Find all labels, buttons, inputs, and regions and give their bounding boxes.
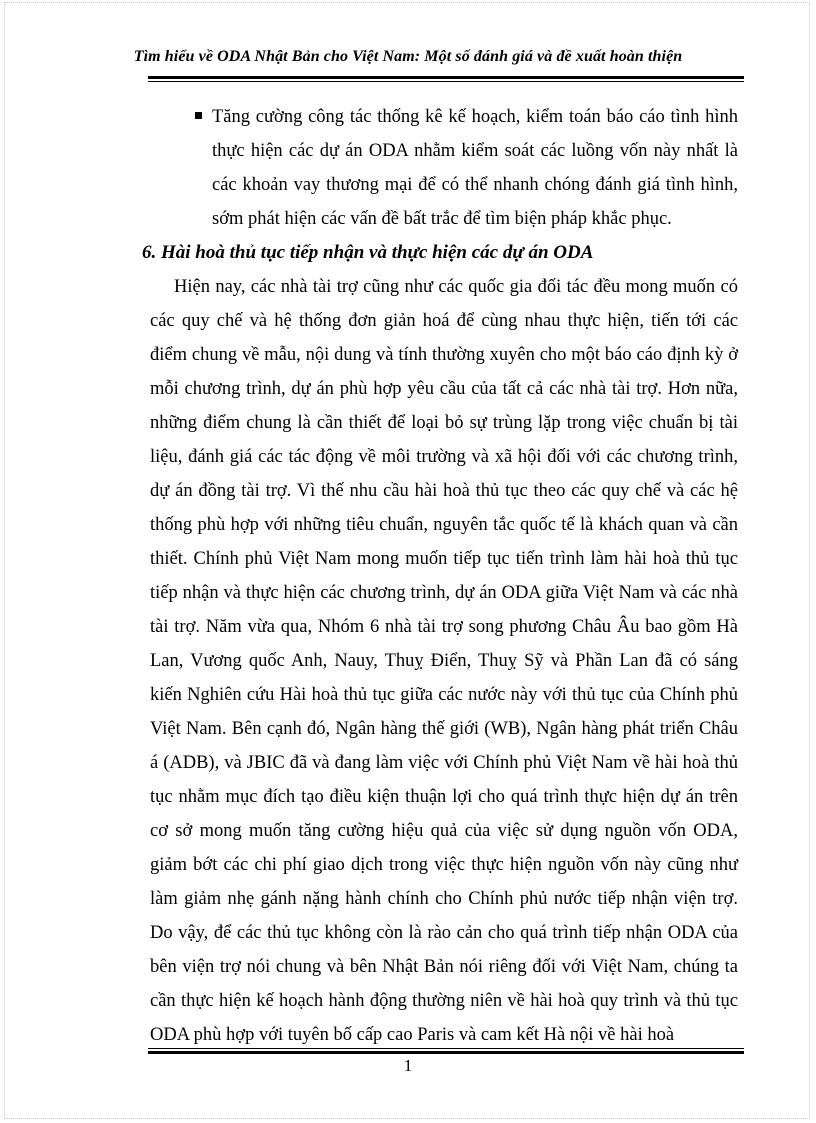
- page-number: 1: [403, 1056, 413, 1075]
- bullet-text: Tăng cường công tác thống kê kế hoạch, kiểm toán báo cáo tình hình thực hiện các dự án ODA nhằm kiểm soát các luồng vốn này nhất là các khoản vay thương mại để có thể nhanh chóng đánh giá tình hình, sớm phát hiện các vấn đề bất trắc để tìm biện pháp khắc phục.: [212, 107, 738, 229]
- footer-rule-thin: [148, 1048, 744, 1049]
- page-content: [142, 100, 738, 1052]
- header-rule-thick: [148, 76, 744, 79]
- header-rule-thin: [148, 81, 744, 82]
- running-header: Tìm hiểu về ODA Nhật Bản cho Việt Nam: Một số đánh giá và đề xuất hoàn thiện: [133, 48, 683, 65]
- square-bullet-icon: [195, 112, 202, 119]
- bullet-list-item: [150, 100, 738, 236]
- section-heading: 6. Hài hoà thủ tục tiếp nhận và thực hiện các dự án ODA: [142, 242, 594, 263]
- footer-rule-thick: [148, 1051, 744, 1054]
- body-paragraph: Hiện nay, các nhà tài trợ cũng như các quốc gia đối tác đều mong muốn có các quy chế và hệ thống đơn giản hoá để cùng nhau thực hiện, tiến tới các điểm chung về mẫu, nội dung và tính thường xuyên cho một báo cáo định kỳ ở mỗi chương trình, dự án phù hợp yêu cầu của tất cả các nhà tài trợ. Hơn nữa, những điểm chung là cần thiết để loại bỏ sự trùng lặp trong việc chuẩn bị tài liệu, đánh giá các tác động về môi trường và xã hội đối với các chương trình, dự án đồng tài trợ. Vì thế nhu cầu hài hoà thủ tục theo các quy chế và các hệ thống phù hợp với những tiêu chuẩn, nguyên tắc quốc tế là khách quan và cần thiết. Chính phủ Việt Nam mong muốn tiếp tục tiến trình làm hài hoà thủ tục tiếp nhận và thực hiện các chương trình, dự án ODA giữa Việt Nam và các nhà tài trợ. Năm vừa qua, Nhóm 6 nhà tài trợ song phương Châu Âu bao gồm Hà Lan, Vương quốc Anh, Nauy, Thuỵ Điển, Thuỵ Sỹ và Phần Lan đã có sáng kiến Nghiên cứu Hài hoà thủ tục giữa các nước này với thủ tục của Chính phủ Việt Nam. Bên cạnh đó, Ngân hàng thế giới (WB), Ngân hàng phát triển Châu á (ADB), và JBIC đã và đang làm việc với Chính phủ Việt Nam về hài hoà thủ tục nhằm mục đích tạo điều kiện thuận lợi cho quá trình thực hiện dự án trên cơ sở mong muốn tăng cường hiệu quả của việc sử dụng nguồn vốn ODA, giảm bớt các chi phí giao dịch trong việc thực hiện nguồn vốn này cũng như làm giảm nhẹ gánh nặng hành chính cho Chính phủ nước tiếp nhận viện trợ. Do vậy, để các thủ tục không còn là rào cản cho quá trình tiếp nhận ODA của bên viện trợ nói chung và bên Nhật Bản nói riêng đối với Việt Nam, chúng ta cần thực hiện kế hoạch hành động thường niên về hài hoà quy trình và thủ tục ODA phù hợp với tuyên bố cấp cao Paris và cam kết Hà nội về hài hoà: [150, 277, 738, 1045]
